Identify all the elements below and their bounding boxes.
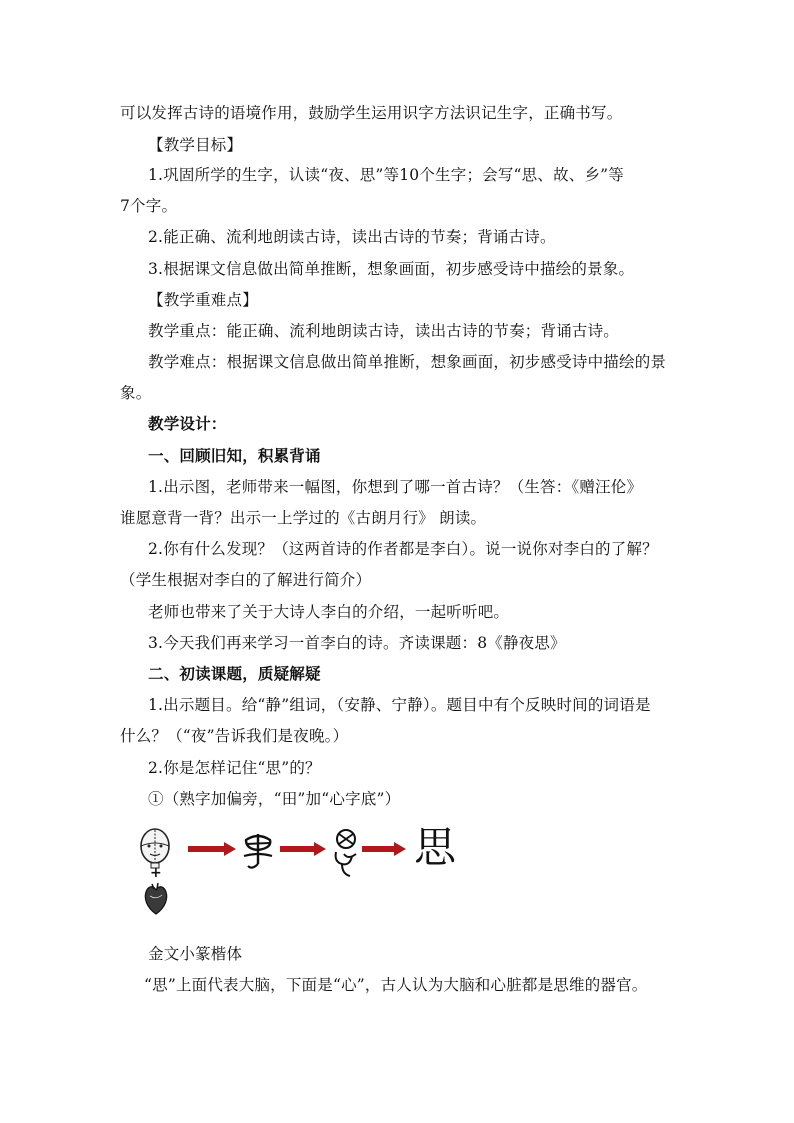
text-line: 1.出示图，老师带来一幅图，你想到了哪一首古诗？（生答：《赠汪伦》 xyxy=(148,478,643,496)
heart-pictograph-icon xyxy=(142,880,170,916)
text-line: 什么？（“夜”告诉我们是夜晚。） xyxy=(120,727,349,745)
figure-caption: 金文小篆楷体 xyxy=(148,945,243,963)
section-heading-part-1: 一、回顾旧知，积累背诵 xyxy=(148,446,321,465)
text-line: 2.你是怎样记住“思”的？ xyxy=(148,759,321,777)
text-line: 2.能正确、流利地朗读古诗，读出古诗的节奏；背诵古诗。 xyxy=(148,228,556,246)
text-line: ①（熟字加偏旁，“田”加“心字底”） xyxy=(148,790,401,808)
seal-script-glyph-icon xyxy=(330,826,362,878)
text-line: 可以发挥古诗的语境作用，鼓励学生运用识字方法识记生字，正确书写。 xyxy=(120,104,623,122)
text-line: 3.根据课文信息做出简单推断，想象画面，初步感受诗中描绘的景象。 xyxy=(148,260,635,278)
section-heading-design: 教学设计： xyxy=(148,414,227,433)
text-line: （学生根据对李白的了解进行简介） xyxy=(120,571,372,589)
section-heading-goals: 【教学目标】 xyxy=(148,136,243,154)
evolution-arrow-2 xyxy=(280,842,326,856)
text-line: 1.巩固所学的生字，认读“夜、思”等10个生字；会写“思、故、乡”等 xyxy=(148,166,625,184)
text-line: 1.出示题目。给“静”组词，（安静、宁静）。题目中有个反映时间的词语是 xyxy=(148,696,651,714)
text-line: 3.今天我们再来学习一首李白的诗。齐读课题：8《静夜思》 xyxy=(148,634,566,652)
bronze-script-glyph-icon xyxy=(240,830,276,872)
text-line: 教学重点：能正确、流利地朗读古诗，读出古诗的节奏；背诵古诗。 xyxy=(148,322,620,340)
regular-script-character: 思 xyxy=(414,823,457,872)
text-line: 7个字。 xyxy=(120,197,178,215)
text-line: 老师也带来了关于大诗人李白的介绍，一起听听吧。 xyxy=(148,603,510,621)
text-line: 2.你有什么发现？（这两首诗的作者都是李白）。说一说你对李白的了解？ xyxy=(148,540,658,558)
text-line: 象。 xyxy=(120,384,152,402)
plus-sign: + xyxy=(150,865,162,881)
text-line: 教学难点：根据课文信息做出简单推断，想象画面，初步感受诗中描绘的景 xyxy=(148,353,667,371)
text-line: 谁愿意背一背？出示一上学过的《古朗月行》 朗读。 xyxy=(120,509,487,527)
section-heading-key-points: 【教学重难点】 xyxy=(148,291,258,309)
text-line: “思”上面代表大脑，下面是“心”，古人认为大脑和心脏都是思维的器官。 xyxy=(144,976,648,994)
evolution-arrow-3 xyxy=(362,842,406,856)
evolution-arrow-1 xyxy=(188,842,236,856)
character-evolution-figure xyxy=(136,822,476,918)
section-heading-part-2: 二、初读课题，质疑解疑 xyxy=(148,664,321,683)
